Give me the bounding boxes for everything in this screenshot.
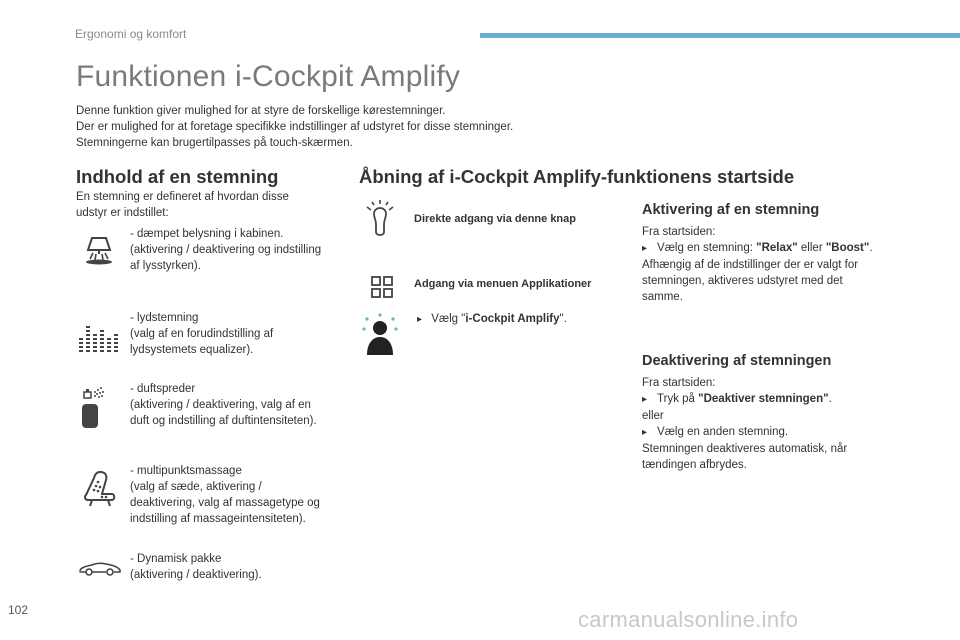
list-item-line: - dæmpet belysning i kabinen. bbox=[130, 228, 284, 240]
step-text: eller bbox=[797, 242, 826, 254]
intro-line: Der er mulighed for at foretage specifikke indstillinger af udstyret for disse stemninger. bbox=[76, 121, 514, 133]
seat-massage-icon bbox=[80, 468, 118, 508]
deactivate-step-2 bbox=[642, 424, 892, 441]
step-text: Vælg " bbox=[431, 313, 466, 325]
intro-line: Denne funktion giver mulighed for at styre de forskellige kørestemninger. bbox=[76, 105, 446, 117]
watermark: carmanualsonline.info bbox=[578, 607, 799, 632]
step-text: Vælg en anden stemning. bbox=[657, 426, 789, 438]
deactivate-heading: Deaktivering af stemningen bbox=[642, 353, 832, 369]
list-item-line: indstilling af massageintensiteten). bbox=[130, 513, 306, 525]
deactivate-body-line: tændingen afbrydes. bbox=[642, 459, 747, 471]
list-item-line: (aktivering / deaktivering, valg af en bbox=[130, 399, 311, 411]
deactivate-or: eller bbox=[642, 410, 664, 422]
step-text: Vælg en stemning: bbox=[657, 242, 757, 254]
content-lead bbox=[76, 189, 336, 221]
list-item-line: (valg af en forudindstilling af bbox=[130, 328, 274, 340]
activate-heading: Aktivering af en stemning bbox=[642, 202, 820, 218]
list-item-sound bbox=[130, 310, 345, 358]
step-text-bold: "Boost" bbox=[825, 242, 870, 254]
deactivate-body-line: Stemningen deaktiveres automatisk, når bbox=[642, 443, 848, 455]
page-title: Funktionen i-Cockpit Amplify bbox=[76, 60, 461, 93]
activate-text bbox=[642, 224, 892, 305]
step-text-bold: "Deaktiver stemningen" bbox=[698, 393, 829, 405]
menu-access-text: Adgang via menuen Applikationer bbox=[414, 278, 592, 290]
list-item-line: af lysstyrken). bbox=[130, 260, 201, 272]
deactivate-step-1 bbox=[642, 391, 892, 408]
step-text: Tryk på bbox=[657, 393, 699, 405]
list-item-line: deaktivering, valg af massagetype og bbox=[130, 497, 320, 509]
list-item-line: lydsystemets equalizer). bbox=[130, 344, 254, 356]
activate-body-line: Afhængig af de indstillinger der er valgt for bbox=[642, 259, 859, 271]
activate-body-line: samme. bbox=[642, 291, 683, 303]
direct-access-text: Direkte adgang via denne knap bbox=[414, 213, 576, 225]
deactivate-from: Fra startsiden: bbox=[642, 377, 716, 389]
activate-from: Fra startsiden: bbox=[642, 226, 716, 238]
opening-heading: Åbning af i-Cockpit Amplify-funktionens startside bbox=[359, 166, 795, 187]
list-item-line: (aktivering / deaktivering). bbox=[130, 569, 262, 581]
list-item-line: (aktivering / deaktivering og indstilling bbox=[130, 244, 322, 256]
car-icon bbox=[78, 560, 122, 576]
content-heading: Indhold af en stemning bbox=[76, 166, 279, 187]
bullet-icon: ▸ bbox=[642, 427, 648, 438]
content-lead-line: En stemning er defineret af hvordan disse bbox=[76, 191, 289, 203]
list-item-dynamic-pack bbox=[130, 551, 345, 583]
activate-body-line: stemningen, aktiveres udstyret med det bbox=[642, 275, 843, 287]
section-header: Ergonomi og komfort bbox=[75, 27, 187, 41]
equalizer-icon bbox=[78, 318, 120, 354]
list-item-line: duft og indstilling af duftintensiteten). bbox=[130, 415, 317, 427]
amplify-button-icon bbox=[362, 198, 398, 244]
section-header-bar bbox=[480, 33, 960, 38]
bullet-icon: ▸ bbox=[417, 314, 423, 325]
fragrance-diffuser-icon bbox=[80, 386, 116, 430]
bullet-icon: ▸ bbox=[642, 394, 648, 405]
intro-line: Stemningerne kan brugertilpasses på touch-skærmen. bbox=[76, 137, 353, 149]
step-text: ". bbox=[559, 313, 567, 325]
page-number: 102 bbox=[8, 603, 29, 617]
list-item-line: - multipunktsmassage bbox=[130, 465, 242, 477]
activate-step bbox=[642, 240, 892, 257]
intro-text bbox=[76, 103, 636, 151]
person-aura-icon bbox=[361, 313, 399, 357]
deactivate-text bbox=[642, 375, 892, 473]
bullet-icon: ▸ bbox=[642, 243, 648, 254]
list-item-massage bbox=[130, 463, 345, 527]
list-item-line: - lydstemning bbox=[130, 312, 199, 324]
step-text-bold: "Relax" bbox=[756, 242, 798, 254]
select-amplify-step bbox=[417, 311, 567, 328]
list-item-fragrance bbox=[130, 381, 345, 429]
step-text-bold: i-Cockpit Amplify bbox=[465, 313, 560, 325]
list-item-line: - duftspreder bbox=[130, 383, 196, 395]
applications-grid-icon bbox=[371, 276, 393, 298]
content-lead-line: udstyr er indstillet: bbox=[76, 207, 169, 219]
list-item-ambient-light bbox=[130, 226, 345, 274]
list-item-line: (valg af sæde, aktivering / bbox=[130, 481, 262, 493]
step-text: . bbox=[869, 242, 873, 254]
step-text: . bbox=[828, 393, 832, 405]
list-item-line: - Dynamisk pakke bbox=[130, 553, 222, 565]
ambient-light-icon bbox=[81, 232, 117, 268]
